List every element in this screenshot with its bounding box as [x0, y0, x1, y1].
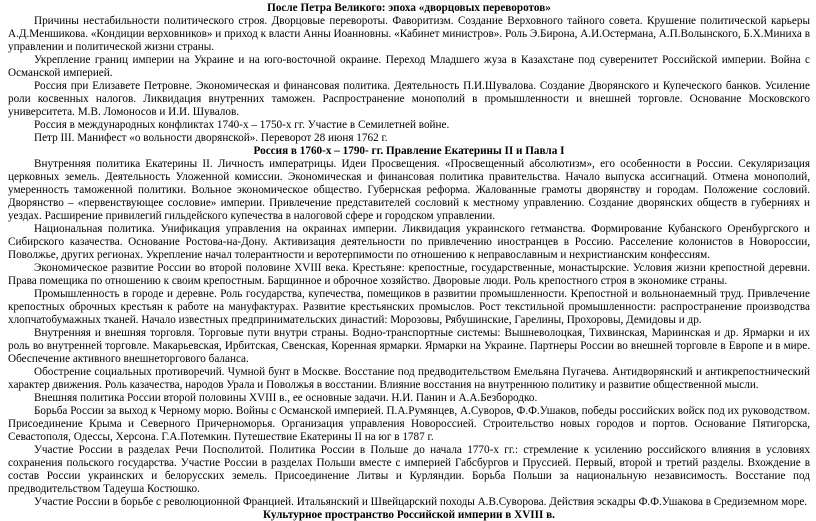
paragraph: Внутренняя и внешняя торговля. Торговые пути внутри страны. Водно-транспортные системы: Вышневолоцкая, Тихвинская, Мариинская и др. Ярмарки и их роль во внутренней торговле. Макарьевская, Ирбитская, Свенская, Коренная ярмарки. Ярмарки на Украине. Партнеры России во внешней торговле в Европе и в мире. Обеспечение активного внешнеторгового баланса.	[8, 327, 810, 365]
paragraph: Обострение социальных противоречий. Чумной бунт в Москве. Восстание под предводительством Емельяна Пугачева. Антидворянский и антикрепостнический характер движения. Роль казачества, народов Урала и Поволжья в восстании. Влияние восстания на внутреннюю политику и развитие общественной мысли.	[8, 366, 810, 391]
paragraph: Укрепление границ империи на Украине и на юго-восточной окраине. Переход Младшего жуза в Казахстане под суверенитет Российской империи. Война с Османской империей.	[8, 54, 810, 79]
paragraph: Национальная политика. Унификация управления на окраинах империи. Ликвидация украинского гетманства. Формирование Кубанского Оренбургского и Сибирского казачества. Основание Ростова-на-Дону. Активизация деятельности по привлечению иностранцев в Россию. Расселение колонистов в Новороссии, Поволжье, других регионах. Укрепление начал толерантности и веротерпимости по отношению к неправославным и нехристианским конфессиям.	[8, 223, 810, 261]
paragraph: Внешняя политика России второй половины XVIII в., ее основные задачи. Н.И. Панин и А.А.Безбородко.	[34, 392, 538, 404]
section-title-catherine-paul: Россия в 1760-х – 1790- гг. Правление Екатерины II и Павла I	[253, 145, 565, 157]
paragraph: Экономическое развитие России во второй половине XVIII века. Крестьяне: крепостные, государственные, монастырские. Условия жизни крепостной деревни. Права помещика по отношению к своим крепостным. Барщинное и оброчное хозяйство. Дворовые люди. Роль крепостного строя в экономике страны.	[8, 262, 810, 287]
section-title-palace-coups: После Петра Великого: эпоха «дворцовых переворотов»	[267, 2, 551, 14]
paragraph: Борьба России за выход к Черному морю. Войны с Османской империей. П.А.Румянцев, А.Суворов, Ф.Ф.Ушаков, победы российских войск под их руководством. Присоединение Крыма и Северного Причерноморья. Организация управления Новороссией. Строительство новых городов и портов. Основание Пятигорска, Севастополя, Одессы, Херсона. Г.А.Потемкин. Путешествие Екатерины II на юг в 1787 г.	[8, 405, 810, 443]
paragraph: Россия в международных конфликтах 1740-х – 1750-х гг. Участие в Семилетней войне.	[34, 119, 450, 131]
paragraph: Участие России в борьбе с революционной Францией. Итальянский и Швейцарский походы А.В.Суворова. Действия эскадры Ф.Ф.Ушакова в Средиземном море.	[34, 496, 808, 508]
paragraph: Промышленность в городе и деревне. Роль государства, купечества, помещиков в развитии промышленности. Крепостной и вольнонаемный труд. Привлечение крепостных оброчных крестьян к работе на мануфактурах. Развитие крестьянских промыслов. Рост текстильной промышленности: распространение производства хлопчатобумажных тканей. Начало известных предпринимательских династий: Морозовы, Рябушинские, Гарелины, Прохоровы, Демидовы и др.	[8, 288, 810, 326]
paragraph: Участие России в разделах Речи Посполитой. Политика России в Польше до начала 1770-х гг.: стремление к усилению российского влияния в условиях сохранения польского государства. Участие России в разделах Польши вместе с империей Габсбургов и Пруссией. Первый, второй и третий разделы. Вхождение в состав России украинских и белорусских земель. Присоединение Литвы и Курляндии. Борьба Польши за национальную независимость. Восстание под предводительством Тадеуша Костюшко.	[8, 444, 810, 495]
paragraph: Россия при Елизавете Петровне. Экономическая и финансовая политика. Деятельность П.И.Шувалова. Создание Дворянского и Купеческого банков. Усиление роли косвенных налогов. Ликвидация внутренних таможен. Распространение монополий в промышленности и внешней торговле. Основание Московского университета. М.В. Ломоносов и И.И. Шувалов.	[8, 80, 810, 118]
section-title-culture: Культурное пространство Российской империи в XVIII в.	[263, 509, 555, 521]
paragraph: Внутренняя политика Екатерины II. Личность императрицы. Идеи Просвещения. «Просвещенный абсолютизм», его особенности в России. Секуляризация церковных земель. Деятельность Уложенной комиссии. Экономическая и финансовая политика правительства. Начало выпуска ассигнаций. Отмена монополий, умеренность таможенной политики. Вольное экономическое общество. Губернская реформа. Жалованные грамоты дворянству и городам. Положение сословий. Дворянство – «первенствующее сословие» империи. Привлечение представителей сословий к местному управлению. Создание дворянских обществ в губерниях и уездах. Расширение привилегий гильдейского купечества в налоговой сфере и городском управлении.	[8, 158, 810, 222]
paragraph: Причины нестабильности политического строя. Дворцовые перевороты. Фаворитизм. Создание Верховного тайного совета. Крушение политической карьеры А.Д.Меншикова. «Кондиции верховников» и приход к власти Анны Иоанновны. «Кабинет министров». Роль Э.Бирона, А.И.Остермана, А.П.Волынского, Б.Х.Миниха в управлении и политической жизни страны.	[8, 15, 810, 53]
paragraph: Петр III. Манифест «о вольности дворянской». Переворот 28 июня 1762 г.	[34, 132, 388, 144]
